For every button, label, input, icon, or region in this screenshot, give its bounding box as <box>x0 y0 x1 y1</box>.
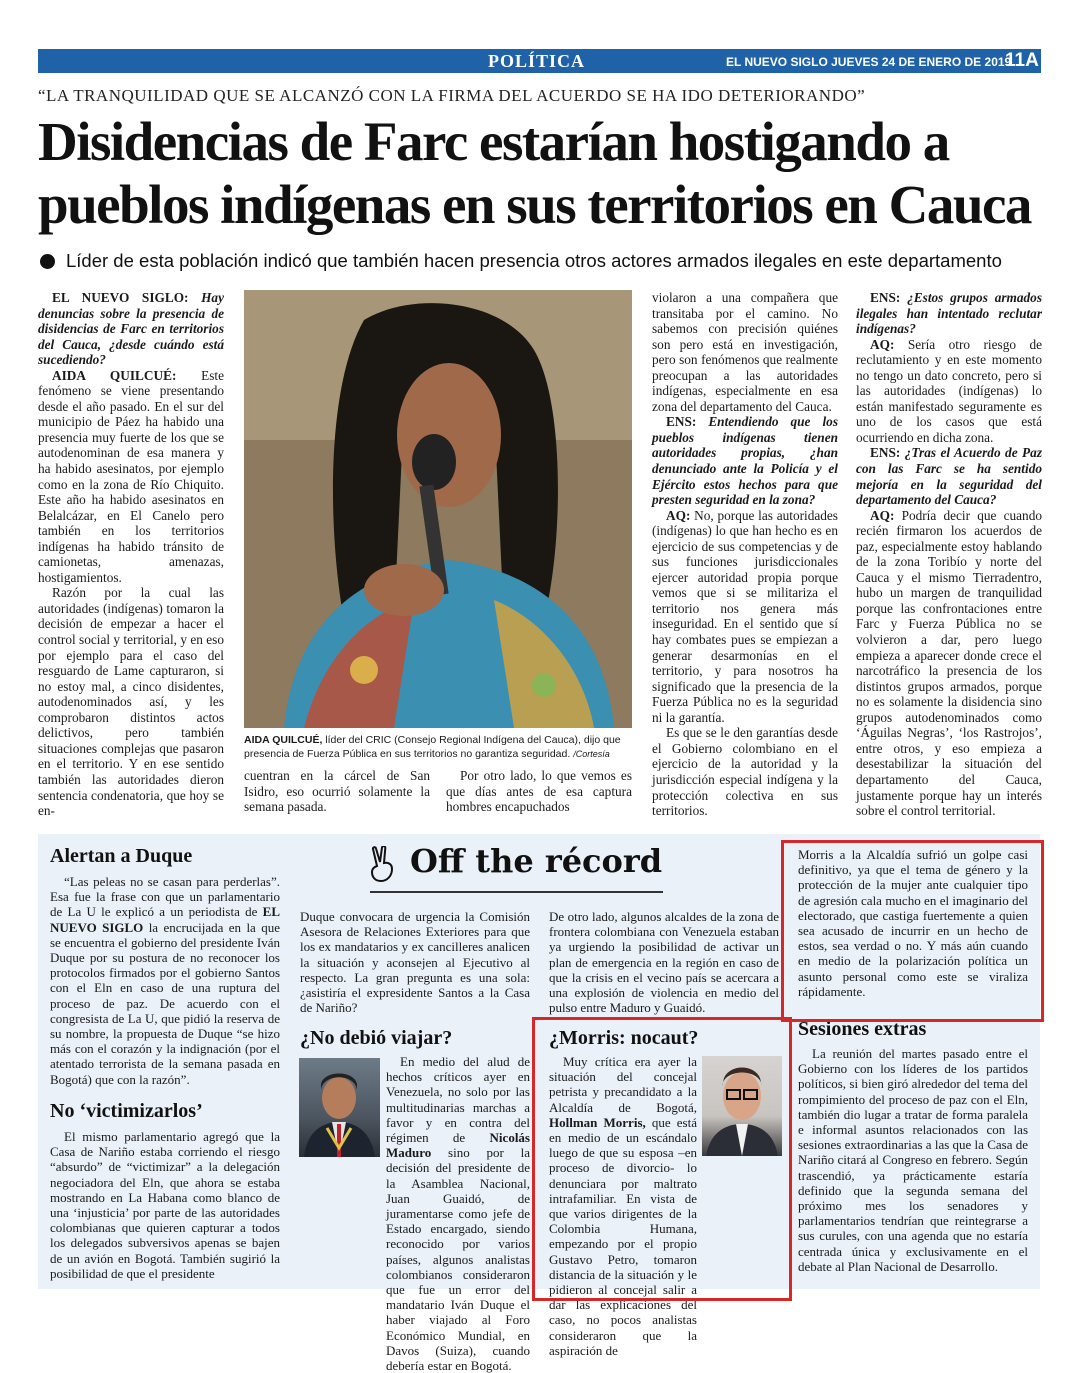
bullet-icon <box>40 254 55 269</box>
peace-hand-icon <box>368 846 398 882</box>
answer-text: No, porque las autoridades (indígenas) lo que han hecho es en ejercicio de sus competencias y de sus funciones jurisdiccionales ejercer autoridad propia porque vemos que si se militariza el territorio nos genera más inseguridad. En el sentido que sí hay combates pues se empiezan a generar desarmonías en el territorio, y para nosotros ha significado que la presencia de la Fuerza Pública no es la seguridad ni la garantía. <box>652 507 838 725</box>
paragraph: Muy crítica era ayer la situación del concejal petrista y precandidato a la Alcaldía de Bogotá, <box>549 1054 697 1115</box>
answer-label: AQ: <box>870 507 895 523</box>
bold-text: EL NUEVO SIGLO <box>50 904 280 935</box>
otr-column-3 <box>549 909 779 1015</box>
paragraph: Es que se le den garantías desde el Gobierno colombiano en el ejercicio de la autoridad y la jurisdicción especial indígena y la protección colectiva en sus territorios. <box>652 725 838 819</box>
off-the-record-title: Off the récord <box>410 842 663 880</box>
kicker: “LA TRANQUILIDAD QUE SE ALCANZÓ CON LA FIRMA DEL ACUERDO SE HA IDO DETERIORANDO” <box>38 86 866 105</box>
title-underline <box>370 891 663 893</box>
otr-column-1 <box>50 874 280 1087</box>
bold-text: Hollman Morris, <box>549 1114 646 1130</box>
highlight-box-morris-continued <box>781 840 1044 1022</box>
subheading: No ‘victimizarlos’ <box>50 1100 203 1122</box>
paragraph: Morris a la Alcaldía sufrió un golpe casi definitivo, ya que el tema de género y la protección de la mujer ante cualquier tipo de agresión cala mucho en el imaginario del electorado, que castiga fuertemente a quien sea acusado de incurrir en un hecho de estos, sea verdad o no. Y más aún cuando en medio de la polarización política un asunto personal como este se viraliza rápidamente. <box>798 847 1028 999</box>
page-number: 11A <box>1005 50 1039 71</box>
caption-text: líder del CRIC (Consejo Regional Indígena del Cauca), dijo que presencia de Fuerza Pública en sus territorios no garantiza seguridad. <box>244 734 621 760</box>
otr-column-4b <box>798 1046 1028 1274</box>
answer-label: AQ: <box>870 336 895 352</box>
paper-date: EL NUEVO SIGLO JUEVES 24 DE ENERO DE 2019 <box>726 55 1012 69</box>
paragraph: La reunión del martes pasado entre el Gobierno con los líderes de los partidos políticos, si bien giró alrededor del tema del rompimiento del proceso de paz con el Eln, también dio lugar a tratar de forma paralela e informal asuntos relacionados con las sesiones extraordinarias a las que la Casa de Nariño citará al Congreso en febrero. Según trascendió, ya prácticamente estaría definido que la segunda semana del próximo mes los senadores y parlamentarios tendrían que reintegrarse a sus curules, con una agenda que no estaría centrada única y exclusivamente en el debate al Plan Nacional de Desarrollo. <box>798 1046 1028 1274</box>
question-text: Entendiendo que los pueblos indígenas tienen autoridades propias, ¿han denunciado ante la Policía y el Ejército estos hechos para que presten seguridad en la zona? <box>652 414 838 508</box>
section-name: POLÍTICA <box>488 51 586 71</box>
interview-photo <box>244 290 632 728</box>
question-label: EL NUEVO SIGLO: <box>52 290 189 305</box>
paragraph: Duque convocara de urgencia la Comisión Asesora de Relaciones Exteriores para que los ex mandatarios y ex cancilleres analicen la situación y aconsejen al Ejecutivo al respecto. La gran pregunta es una sola: ¿asistiría el expresidente Santos a la Casa de Nariño? <box>300 909 530 1016</box>
otr-column-2 <box>300 909 530 1015</box>
otr-column-1b <box>50 1129 280 1281</box>
question-text: ¿Tras el Acuerdo de Paz con las Farc se ha sentido mejoría en la seguridad del departamento del Cauca? <box>856 445 1042 508</box>
bold-text: Nicolás Maduro <box>386 1130 530 1161</box>
article-column-2b <box>446 768 632 815</box>
headline <box>38 110 1043 236</box>
subheading: ¿No debió viajar? <box>300 1027 453 1049</box>
answer-text: Sería otro riesgo de reclutamiento y en este momento no tengo un dato concreto, pero si las autoridades (indígenas) lo están manifestado seguramente es uno de los casos que está ocurriendo en dicha zona. <box>856 336 1043 445</box>
question-label: ENS: <box>870 445 901 461</box>
paragraph: violaron a una compañera que transitaba por el camino. No sabemos con precisión quiénes son pero está en investigación, pero son fenómenos que realmente preocupan a las autoridades indígenas, especialmente en esa zona del departamento del Cauca. <box>652 290 838 414</box>
answer-text: Podría decir que cuando recién firmaron los acuerdos de paz, especialmente estoy hablando de la zona Toribío y norte del Cauca y el mismo Tierradentro, hubo un margen de tranquilidad porque las confrontaciones entre Farc y Fuerza Pública no se volvieron a dar, pero luego empieza a aparecer donde crece el narcotráfico la presencia de los distintos grupos armados, porque no es solamente la disidencia sino grupos autodenominados como ‘Águilas Negras’, ‘los Rastrojos’, entre otros, y eso empieza a desestabilizar la situación del departamento del Cauca, justamente porque hay un interés sobre el control territorial. <box>856 507 1042 819</box>
paragraph: que está en medio de un escándalo luego de que su esposa –en proceso de divorcio- lo denunciara por maltrato intrafamiliar. En vista de que varios dirigentes de la Colombia Humana, empezando por el propio Gustavo Petro, tomaron distancia de la situación y le pidieron al concejal salir a dar las explicaciones del caso, no pocos analistas consideraron que la aspiración de <box>549 1114 697 1358</box>
highlight-box-morris <box>532 1017 792 1301</box>
headline-line-1: Disidencias de Farc estarían hostigando a <box>38 111 949 172</box>
paragraph: De otro lado, algunos alcaldes de la zona de frontera colombiana con Venezuela estaban ya urgiendo la posibilidad de activar un plan de emergencia en la región en caso de que la crisis en el vecino país se acercara a una explosión de violencia en medio del pulso entre Maduro y Guaidó. <box>549 909 779 1016</box>
question-text: ¿Estos grupos armados ilegales han intentado reclutar indígenas? <box>856 290 1042 337</box>
paragraph: Por otro lado, lo que vemos es que días antes de esa captura hombres encapuchados <box>446 768 632 815</box>
question-label: ENS: <box>666 414 697 430</box>
article-column-1 <box>38 290 224 819</box>
otr-column-2b <box>300 1054 530 1373</box>
paragraph: El mismo parlamentario agregó que la Casa de Nariño estaba corriendo el riesgo “absurdo” de “victimizar” a la delegación negociadora del Eln, que ahora se estaba mostrando en La Habana como blanco de una ‘injusticia’ por parte de las autoridades colombianas que quieren capturar a todos los delegados subversivos apenas se bajen de un avión en Bogotá. También sugirió la posibilidad de que el presidente <box>50 1129 280 1281</box>
subheading: ¿Morris: nocaut? <box>549 1027 699 1049</box>
headline-line-2: pueblos indígenas en sus territorios en Cauca <box>38 174 1031 235</box>
article-column-4 <box>856 290 1042 819</box>
paragraph: la encrucijada en la que se encuentra el gobierno del presidente Iván Duque por su postura de no reconocer los protocolos firmados por el gobierno Santos con el Eln en caso de una ruptura del proceso de paz. De acuerdo con el congresista de La U, que pidió la reserva de su nombre, la propuesta de Duque “se hizo más con el corazón y la indignación (por el atentado terrorista de la semana pasada en Bogotá) que con la razón”. <box>50 919 280 1087</box>
caption-name: AIDA QUILCUÉ, <box>244 734 323 746</box>
deck: Líder de esta población indicó que también hacen presencia otros actores armados ilegales en este departamento <box>66 250 1002 271</box>
caption-credit: /Cortesía <box>573 749 610 759</box>
answer-label: AIDA QUILCUÉ: <box>52 367 177 383</box>
paragraph: En medio del alud de hechos críticos ayer en Venezuela, no solo por las multitudinarias marchas a favor y en contra del régimen de <box>386 1054 530 1146</box>
paragraph: sino por la decisión del presidente de la Asamblea Nacional, Juan Guaidó, de juramentarse como jefe de Estado encargado, siendo reconocido por varios países, algunos analistas colombianos consideraron que fue un error del mandatario Iván Duque el haber viajado al Foro Económico Mundial, en Davos (Suiza), cuando debería estar en Bogotá. <box>386 1145 530 1373</box>
article-column-3 <box>652 290 838 819</box>
photo-caption <box>244 733 632 761</box>
answer-label: AQ: <box>666 507 691 523</box>
subheading: Alertan a Duque <box>50 845 193 867</box>
paragraph: “Las peleas no se casan para perderlas”. Esa fue la frase con que un parlamentario de La U le explicó a un periodista de <box>50 874 280 920</box>
article-column-2 <box>244 768 430 815</box>
question-label: ENS: <box>870 290 901 305</box>
answer-text: Este fenómeno se viene presentando desde el año pasado. En el sur del municipio de Páez ha habido una presencia muy fuerte de los que se autodenominan de esa manera y ha habido asesinatos, por ejemplo como en la zona de Río Chiquito. Este año ha habido asesinatos en Belalcázar, en El Canelo pero también en los territorios indígenas ha habido tránsito de camionetas, amenazas, hostigamientos. <box>38 367 224 585</box>
paragraph: cuentran en la cárcel de San Isidro, eso ocurrió solamente la semana pasada. <box>244 768 430 815</box>
subheading: Sesiones extras <box>798 1018 927 1040</box>
question-text: Hay denuncias sobre la presencia de disidencias de Farc en territorios del Cauca, ¿desde cuándo está sucediendo? <box>38 290 224 368</box>
paragraph: Razón por la cual las autoridades (indígenas) tomaron la decisión de empezar a hacer el control social y territorial, y en eso por ejemplo para el caso del resguardo de Lame capturaron, si no estoy mal, a cinco disidentes, autodenominados así, y les comprobaron distintos actos delictivos, pero también situaciones complejas que pasaron en el territorio. Y en ese sentido también las autoridades dieron sentencia condenatoria, que hoy se en- <box>38 585 224 819</box>
